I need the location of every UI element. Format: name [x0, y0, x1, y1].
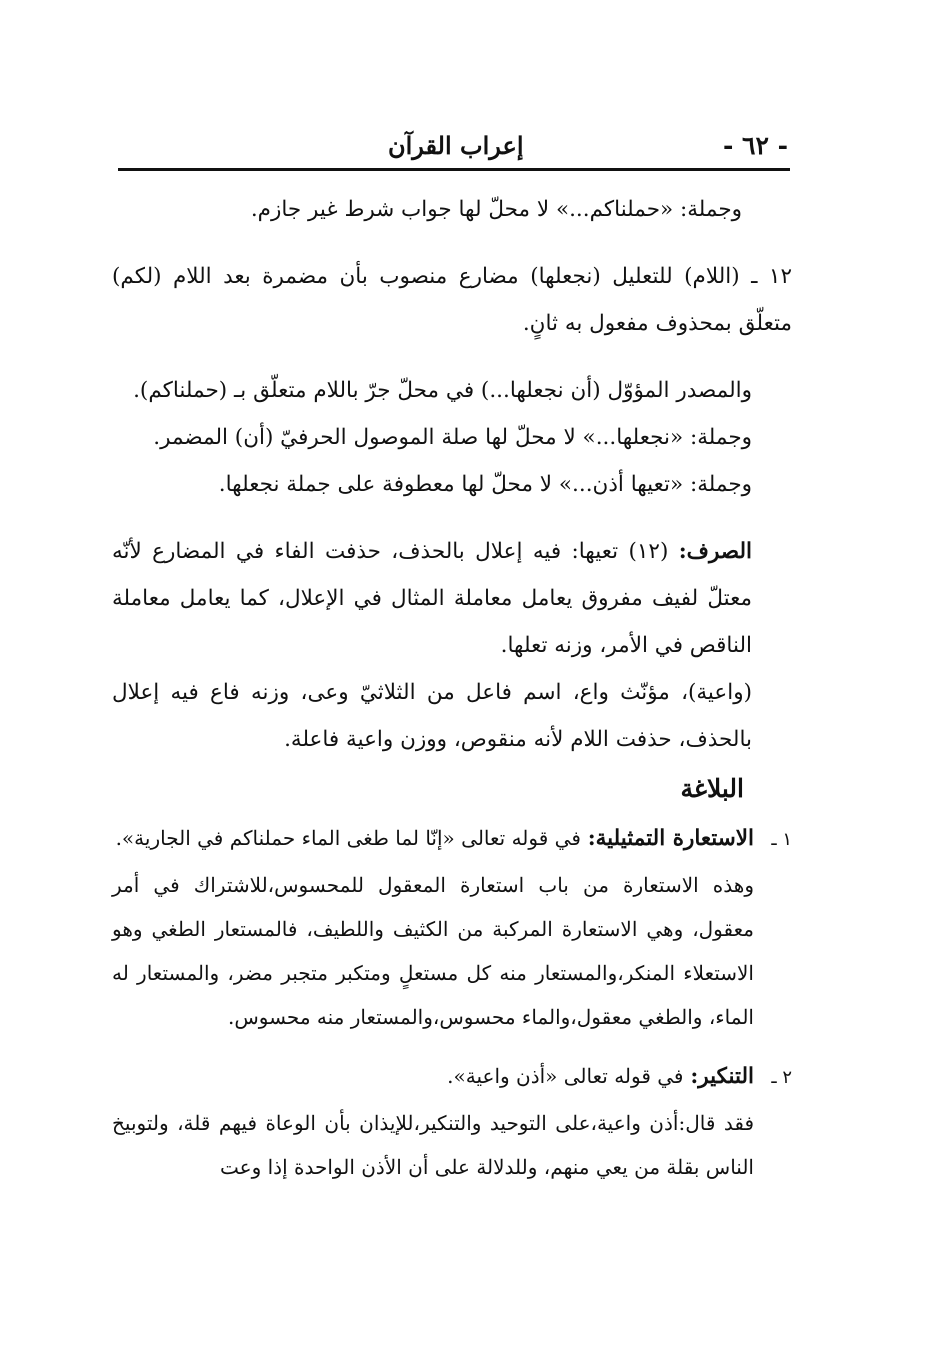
sarf-text: (١٢) تعيها: فيه إعلال بالحذف، حذفت الفاء في المضارع لأنّه معتلّ لفيف مفروق يعامل معاملة المثال في الإعلال، كما يعامل معاملة الناقص في الأمر، وزنه تعلها. — [112, 539, 752, 658]
page-number: - ٦٢ - — [722, 130, 788, 160]
list-item — [112, 815, 792, 863]
text-line: وجملة: «نجعلها...» لا محلّ لها صلة الموصول الحرفيّ (أن) المضمر. — [153, 425, 752, 450]
item-body: وهذه الاستعارة من باب استعارة المعقول للمحسوس،للاشتراك في أمر معقول، وهي الاستعارة المركبة من الكثيف واللطيف، فالمستعار الطغي وهو الاستعلاء المنكر،والمستعار منه كل مستعلٍ ومتكبر متجبر مضر، والمستعار له الماء، والطغي معقول،والماء محسوس،والمستعار منه محسوس. — [112, 873, 754, 1029]
text-paragraph: والمصدر المؤوّل (أن نجعلها...) في محلّ جرّ باللام متعلّق بـ (حملناكم). — [133, 378, 752, 403]
text-paragraph: (واعية)، مؤنّث واع، اسم فاعل من الثلاثيّ وعى، وزنه فاع فيه إعلال بالحذف، حذفت اللام لأنه منقوص، ووزن واعية فاعلة. — [112, 680, 752, 752]
page-header — [118, 122, 790, 171]
item-text: في قوله تعالى «أذن واعية». — [447, 1064, 684, 1088]
book-title: إعراب القرآن — [388, 130, 524, 160]
text-line: وجملة: «تعيها أذن...» لا محلّ لها معطوفة على جملة نجعلها. — [218, 472, 752, 497]
item-text: في قوله تعالى «إنّا لما طغى الماء حملناكم في الجارية». — [115, 826, 581, 850]
text-paragraph: ١٢ ـ (اللام) للتعليل (نجعلها) مضارع منصوب بأن مضمرة بعد اللام (لكم) متعلّق بمحذوف مفعول به ثانٍ. — [112, 264, 792, 336]
sarf-paragraph — [112, 528, 792, 669]
item-number: ٢ ـ — [771, 1067, 792, 1088]
page-content — [112, 186, 792, 1189]
section-heading: البلاغة — [680, 774, 744, 803]
item-label: الاستعارة التمثيلية: — [587, 826, 754, 851]
sarf-label: الصرف: — [678, 539, 752, 564]
item-number: ١ ـ — [771, 829, 792, 850]
item-body: فقد قال:أذن واعية،على التوحيد والتنكير،للإيذان بأن الوعاة فيهم قلة، ولتوبيخ الناس بقلة من يعي منهم، وللدلالة على أن الأذن الواحدة إذا وعت — [112, 1111, 754, 1179]
list-item — [112, 1053, 792, 1101]
item-label: التنكير: — [690, 1064, 754, 1089]
text-line: وجملة: «حملناكم...» لا محلّ لها جواب شرط غير جازم. — [250, 197, 742, 222]
